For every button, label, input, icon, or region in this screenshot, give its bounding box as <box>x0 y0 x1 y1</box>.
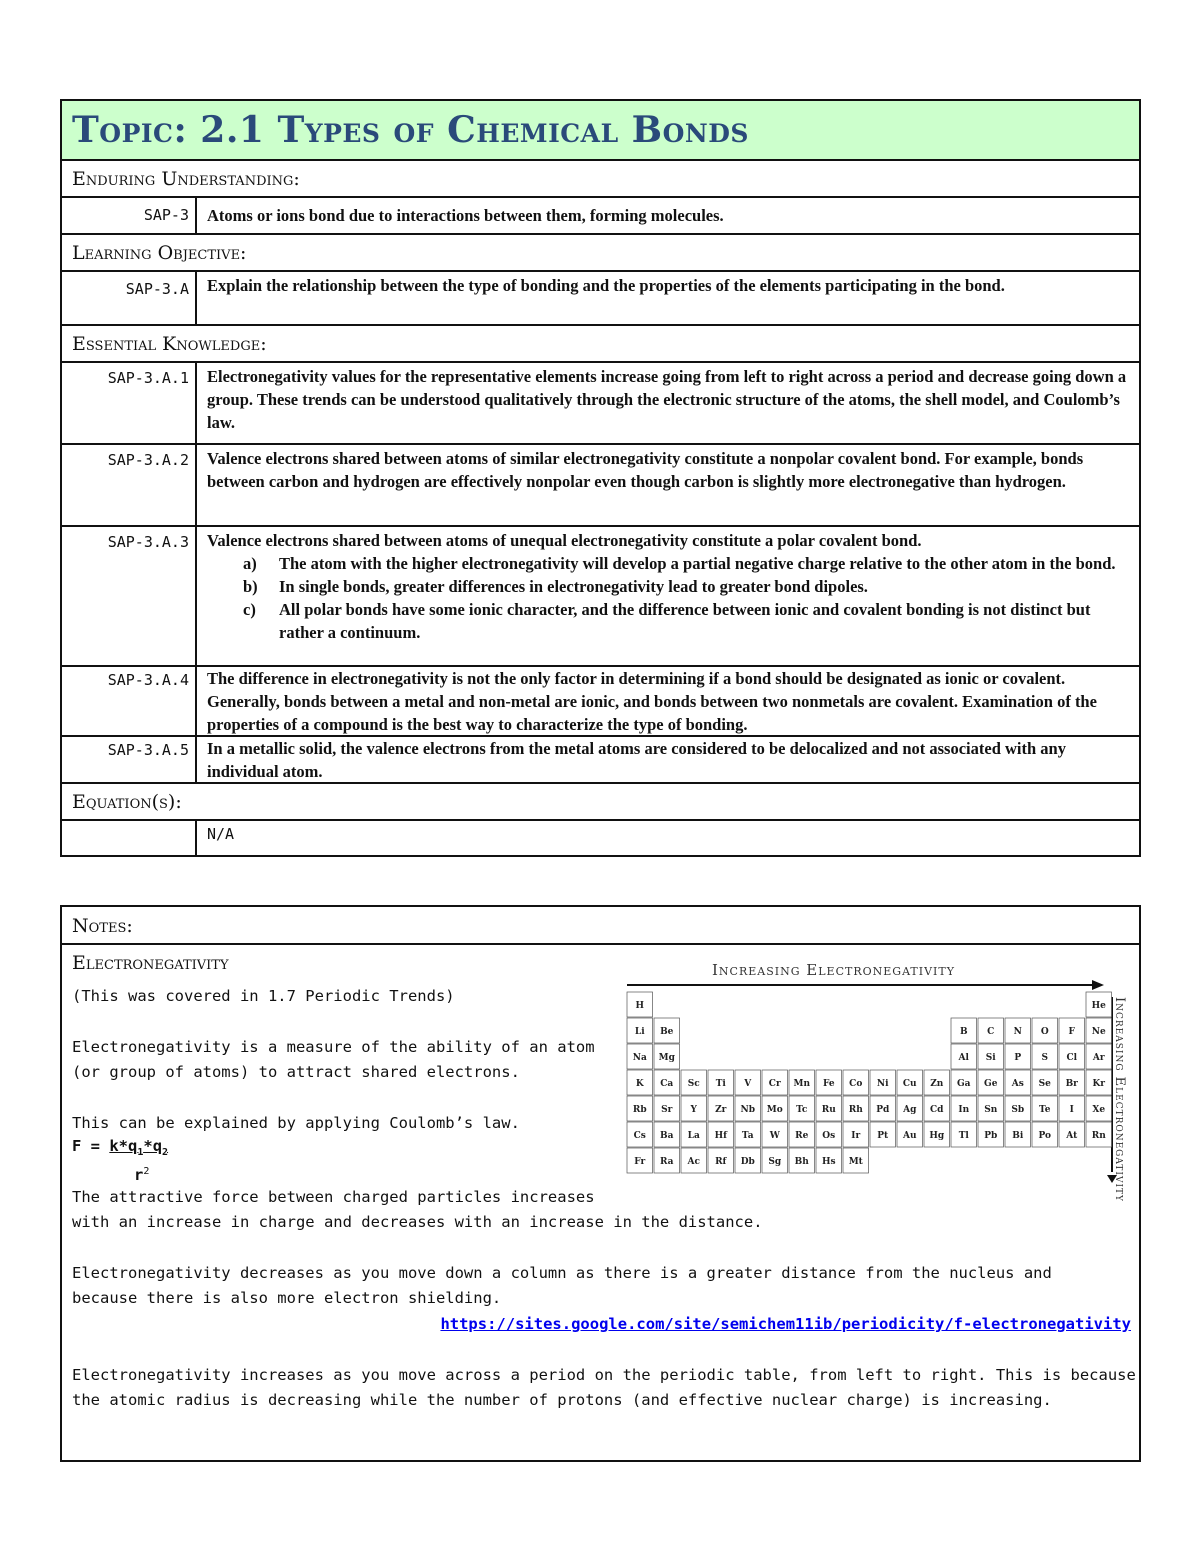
element-symbol: Br <box>1065 1079 1078 1089</box>
list-item <box>207 598 1131 644</box>
element-cell <box>870 1122 896 1147</box>
element-symbol: Ru <box>821 1105 836 1115</box>
element-symbol: Db <box>740 1157 755 1167</box>
element-symbol: Bh <box>794 1157 809 1167</box>
element-cell <box>951 1070 977 1095</box>
formula-numerator <box>72 1134 168 1165</box>
element-cell <box>789 1070 815 1095</box>
element-cell <box>654 1122 680 1147</box>
force-line-2: with an increase in charge and decreases with an increase in the distance. <box>72 1213 763 1231</box>
element-symbol: V <box>744 1079 752 1089</box>
element-cell <box>735 1122 761 1147</box>
element-cell <box>978 1044 1004 1069</box>
periodic-table-figure <box>622 957 1127 1202</box>
element-symbol: Ag <box>903 1105 917 1115</box>
element-cell <box>735 1096 761 1121</box>
element-cell <box>1059 1044 1085 1069</box>
element-cell <box>978 1096 1004 1121</box>
element-symbol: Ir <box>851 1131 861 1141</box>
element-symbol: Nb <box>740 1105 756 1115</box>
element-symbol: Co <box>849 1079 863 1089</box>
knowledge-row-5 <box>62 737 1139 784</box>
element-cell <box>1059 1122 1085 1147</box>
knowledge-text: Electronegativity values for the representative elements increase going from left to right across a period and decrease going down a group. These trends can be understood qualitatively through the electronic structure of the atoms, the shell model, and Coulomb’s law. <box>207 367 1127 432</box>
element-symbol: Os <box>822 1131 836 1141</box>
element-cell <box>951 1018 977 1043</box>
sub-list <box>207 552 1131 644</box>
element-cell <box>789 1096 815 1121</box>
element-symbol: Kr <box>1092 1079 1106 1089</box>
column-line-1: Electronegativity decreases as you move down a column as there is a greater distance from the nucleus and <box>72 1264 1052 1282</box>
period-line-1: Electronegativity increases as you move across a period on the periodic table, from left to right. This is because <box>72 1366 1136 1384</box>
element-cell <box>924 1070 950 1095</box>
element-cell <box>843 1122 869 1147</box>
column-line-2: because there is also more electron shielding. <box>72 1289 502 1307</box>
reference-link[interactable]: https://sites.google.com/site/semichem11ib/periodicity/f-electronegativity <box>440 1315 1131 1333</box>
objective-code: SAP-3.A <box>125 280 189 298</box>
element-symbol: Si <box>985 1053 996 1063</box>
element-cell <box>1032 1096 1058 1121</box>
enduring-heading: Enduring Understanding: <box>72 168 300 190</box>
topic-table <box>60 99 1141 857</box>
element-cell <box>654 1096 680 1121</box>
enduring-text: Atoms or ions bond due to interactions between them, forming molecules. <box>207 206 724 225</box>
definition-line-2: (or group of atoms) to attract shared electrons. <box>72 1063 520 1081</box>
code-cell <box>62 272 197 324</box>
element-symbol: Se <box>1038 1079 1051 1089</box>
right-arrow-icon <box>1092 980 1104 990</box>
element-cell <box>1086 1070 1112 1095</box>
notes-head <box>62 907 1139 945</box>
element-symbol: Ta <box>741 1131 754 1141</box>
element-cell <box>708 1070 734 1095</box>
element-symbol: Rb <box>632 1105 647 1115</box>
formula-sub-1: 1 <box>137 1147 144 1159</box>
formula-mid: *q <box>143 1137 163 1155</box>
period-line-2: the atomic radius is decreasing while the number of protons (and effective nuclear charge) is increasing. <box>72 1391 1052 1409</box>
element-cell <box>1005 1018 1031 1043</box>
element-symbol: Po <box>1038 1131 1052 1141</box>
knowledge-text: Valence electrons shared between atoms of similar electronegativity constitute a nonpolar covalent bond. For example, bonds between carbon and hydrogen are effectively nonpolar even though carbon is slightly more electronegative than hydrogen. <box>207 449 1084 491</box>
notes-box <box>60 905 1141 1462</box>
element-cell <box>978 1122 1004 1147</box>
element-cell <box>681 1096 707 1121</box>
element-cell <box>627 1070 653 1095</box>
element-symbol: He <box>1091 1001 1106 1011</box>
element-symbol: Ac <box>687 1157 700 1167</box>
element-symbol: Bi <box>1012 1131 1024 1141</box>
list-item <box>207 552 1131 575</box>
element-cell <box>1059 1018 1085 1043</box>
element-symbol: Zr <box>715 1105 727 1115</box>
element-symbol: I <box>1069 1105 1074 1115</box>
element-cell <box>897 1096 923 1121</box>
element-cell <box>762 1122 788 1147</box>
code-cell <box>62 667 197 735</box>
element-cell <box>654 1148 680 1173</box>
element-cell <box>1005 1096 1031 1121</box>
formula-denominator <box>134 1159 149 1188</box>
top-arrow-label: Increasing Electronegativity <box>712 961 955 979</box>
element-symbol: Cd <box>930 1105 944 1115</box>
objective-heading-row <box>62 235 1139 272</box>
formula-sub-2: 2 <box>162 1147 169 1159</box>
element-cell <box>843 1148 869 1173</box>
equation-heading-row <box>62 784 1139 821</box>
element-cell <box>897 1122 923 1147</box>
element-symbol: Ne <box>1091 1027 1106 1037</box>
knowledge-text: Valence electrons shared between atoms of unequal electronegativity constitute a polar covalent bond. <box>207 531 922 550</box>
element-symbol: Mg <box>658 1053 675 1063</box>
element-symbol: Pd <box>876 1105 890 1115</box>
element-cell <box>897 1070 923 1095</box>
list-item <box>207 575 1131 598</box>
element-cell <box>654 1044 680 1069</box>
element-symbol: N <box>1013 1027 1022 1037</box>
knowledge-heading: Essential Knowledge: <box>72 333 267 355</box>
definition-line-1: Electronegativity is a measure of the ability of an atom <box>72 1038 595 1056</box>
list-marker: b) <box>243 577 258 596</box>
element-symbol: Ar <box>1092 1053 1105 1063</box>
element-symbol: Ra <box>659 1157 674 1167</box>
knowledge-row-2 <box>62 445 1139 527</box>
element-cell <box>627 1148 653 1173</box>
element-symbol: Al <box>958 1053 969 1063</box>
element-symbol: P <box>1014 1053 1022 1063</box>
knowledge-code: SAP-3.A.2 <box>107 451 189 469</box>
element-symbol: Mt <box>848 1157 863 1167</box>
element-cell <box>654 1018 680 1043</box>
element-symbol: Ga <box>956 1079 971 1089</box>
knowledge-heading-row <box>62 326 1139 363</box>
element-cell <box>978 1070 1004 1095</box>
element-symbol: Cu <box>902 1079 917 1089</box>
element-cell <box>951 1096 977 1121</box>
equation-row <box>62 821 1139 857</box>
coulomb-line: This can be explained by applying Coulomb’s law. <box>72 1114 520 1132</box>
element-symbol: Ca <box>660 1079 674 1089</box>
list-marker: c) <box>243 600 256 619</box>
element-cell <box>1005 1122 1031 1147</box>
element-cell <box>1032 1122 1058 1147</box>
element-symbol: Sg <box>768 1157 782 1167</box>
element-symbol: Sr <box>661 1105 673 1115</box>
knowledge-text: The difference in electronegativity is not the only factor in determining if a bond should be designated as ionic or covalent. Generally, bonds between a metal and non-metal are ionic, and bonds between two nonmetals are covalent. Examination of the properties of a compound is the best way to characterize the type of bonding. <box>207 669 1097 734</box>
knowledge-code: SAP-3.A.1 <box>107 369 189 387</box>
element-cell <box>681 1070 707 1095</box>
code-cell <box>62 527 197 665</box>
element-symbol: O <box>1040 1027 1049 1037</box>
code-cell <box>62 363 197 443</box>
element-symbol: Mn <box>793 1079 811 1089</box>
objective-text: Explain the relationship between the type of bonding and the properties of the elements participating in the bond. <box>207 276 1005 295</box>
element-symbol: Hs <box>821 1157 836 1167</box>
element-symbol: Zn <box>930 1079 944 1089</box>
element-cell <box>627 1122 653 1147</box>
element-symbol: Rn <box>1091 1131 1106 1141</box>
element-symbol: Ti <box>715 1079 726 1089</box>
element-symbol: Pt <box>877 1131 889 1141</box>
element-symbol: Mo <box>766 1105 783 1115</box>
code-cell <box>62 198 197 233</box>
element-cell <box>681 1122 707 1147</box>
element-cell <box>708 1148 734 1173</box>
element-cell <box>1059 1096 1085 1121</box>
element-cell <box>1086 1018 1112 1043</box>
element-cell <box>870 1070 896 1095</box>
force-line-1: The attractive force between charged particles increases <box>72 1188 595 1206</box>
list-item-text: The atom with the higher electronegativity will develop a partial negative charge relative to the other atom in the bond. <box>279 554 1116 573</box>
formula-r: r <box>134 1166 144 1185</box>
element-symbol: Ba <box>660 1131 674 1141</box>
element-cell <box>1005 1044 1031 1069</box>
element-symbol: Rh <box>848 1105 863 1115</box>
knowledge-code: SAP-3.A.5 <box>107 741 189 759</box>
notes-heading: Notes: <box>72 915 133 937</box>
element-symbol: Fe <box>822 1079 835 1089</box>
knowledge-row-3 <box>62 527 1139 667</box>
element-cell <box>1005 1070 1031 1095</box>
element-symbol: Ge <box>984 1079 998 1089</box>
code-cell <box>62 445 197 525</box>
element-symbol: Au <box>902 1131 917 1141</box>
knowledge-row-4 <box>62 667 1139 737</box>
element-symbol: Cl <box>1066 1053 1078 1063</box>
element-symbol: F <box>1068 1027 1075 1037</box>
equation-heading: Equation(s): <box>72 791 182 813</box>
element-symbol: Te <box>1039 1105 1051 1115</box>
element-symbol: H <box>635 1001 645 1011</box>
element-symbol: Ni <box>876 1079 889 1089</box>
element-cell <box>789 1122 815 1147</box>
formula-sup: 2 <box>143 1166 150 1177</box>
element-cell <box>1086 992 1112 1017</box>
element-symbol: B <box>959 1027 968 1037</box>
objective-heading: Learning Objective: <box>72 242 247 264</box>
element-cell <box>762 1148 788 1173</box>
element-cell <box>870 1096 896 1121</box>
knowledge-code: SAP-3.A.3 <box>107 533 189 551</box>
element-symbol: K <box>635 1079 644 1089</box>
element-cell <box>708 1096 734 1121</box>
page-title: Topic: 2.1 Types of Chemical Bonds <box>72 109 749 151</box>
element-symbol: Sn <box>984 1105 998 1115</box>
periodic-table-svg <box>622 957 1127 1202</box>
element-symbol: Sb <box>1011 1105 1025 1115</box>
section-title: Electronegativity <box>72 952 229 974</box>
element-symbol: At <box>1066 1131 1078 1141</box>
element-cell <box>735 1148 761 1173</box>
element-cell <box>627 992 653 1017</box>
element-symbol: Pb <box>984 1131 998 1141</box>
element-cell <box>1086 1096 1112 1121</box>
element-symbol: C <box>987 1027 995 1037</box>
enduring-row <box>62 198 1139 235</box>
list-item-text: All polar bonds have some ionic character, and the difference between ionic and covalent bonding is not distinct but rather a continuum. <box>279 600 1091 642</box>
element-symbol: Re <box>795 1131 809 1141</box>
element-cell <box>627 1018 653 1043</box>
objective-row <box>62 272 1139 326</box>
element-cell <box>654 1070 680 1095</box>
element-cell <box>816 1096 842 1121</box>
element-cell <box>843 1070 869 1095</box>
element-symbol: Rf <box>715 1157 727 1167</box>
knowledge-code: SAP-3.A.4 <box>107 671 189 689</box>
element-symbol: Hg <box>929 1131 945 1141</box>
element-cell <box>816 1070 842 1095</box>
element-symbol: Li <box>634 1027 645 1037</box>
element-symbol: W <box>769 1131 780 1141</box>
element-symbol: La <box>687 1131 700 1141</box>
formula-lhs: F = <box>72 1137 110 1155</box>
element-symbol: S <box>1041 1053 1048 1063</box>
equation-value: N/A <box>207 825 235 843</box>
element-cell <box>1086 1044 1112 1069</box>
element-cell <box>816 1148 842 1173</box>
element-cell <box>978 1018 1004 1043</box>
element-cell <box>816 1122 842 1147</box>
element-cell <box>924 1122 950 1147</box>
code-cell <box>62 821 197 857</box>
element-cell <box>789 1148 815 1173</box>
covered-note: (This was covered in 1.7 Periodic Trends) <box>72 987 455 1005</box>
element-cell <box>951 1044 977 1069</box>
element-symbol: As <box>1011 1079 1024 1089</box>
element-grid <box>627 992 1112 1173</box>
element-cell <box>924 1096 950 1121</box>
element-cell <box>1032 1044 1058 1069</box>
element-cell <box>708 1122 734 1147</box>
element-cell <box>1086 1122 1112 1147</box>
element-symbol: Cr <box>768 1079 781 1089</box>
knowledge-text: In a metallic solid, the valence electrons from the metal atoms are considered to be delocalized and not associated with any individual atom. <box>207 739 1066 781</box>
enduring-code: SAP-3 <box>143 206 189 224</box>
side-arrow-label: Increasing Electronegativity <box>1112 997 1127 1202</box>
element-cell <box>735 1070 761 1095</box>
element-symbol: Na <box>632 1053 647 1063</box>
code-cell <box>62 737 197 782</box>
formula-k-q: k*q <box>109 1137 138 1155</box>
element-cell <box>681 1148 707 1173</box>
knowledge-row-1 <box>62 363 1139 445</box>
element-cell <box>762 1070 788 1095</box>
element-cell <box>762 1096 788 1121</box>
element-cell <box>1032 1070 1058 1095</box>
knowledge-block <box>207 529 1131 644</box>
element-symbol: In <box>958 1105 970 1115</box>
enduring-heading-row <box>62 161 1139 198</box>
element-symbol: Y <box>690 1105 697 1115</box>
list-marker: a) <box>243 554 257 573</box>
element-symbol: Be <box>660 1027 674 1037</box>
element-cell <box>1059 1070 1085 1095</box>
element-symbol: Fr <box>634 1157 646 1167</box>
element-symbol: Sc <box>687 1079 700 1089</box>
element-symbol: Tl <box>958 1131 969 1141</box>
element-cell <box>843 1096 869 1121</box>
element-cell <box>1032 1018 1058 1043</box>
element-symbol: Cs <box>633 1131 646 1141</box>
element-symbol: Hf <box>714 1131 727 1141</box>
element-cell <box>627 1096 653 1121</box>
element-cell <box>627 1044 653 1069</box>
list-item-text: In single bonds, greater differences in electronegativity lead to greater bond dipoles. <box>279 577 868 596</box>
element-symbol: Tc <box>796 1105 808 1115</box>
title-row <box>62 101 1139 161</box>
element-symbol: Xe <box>1092 1105 1106 1115</box>
element-cell <box>951 1122 977 1147</box>
